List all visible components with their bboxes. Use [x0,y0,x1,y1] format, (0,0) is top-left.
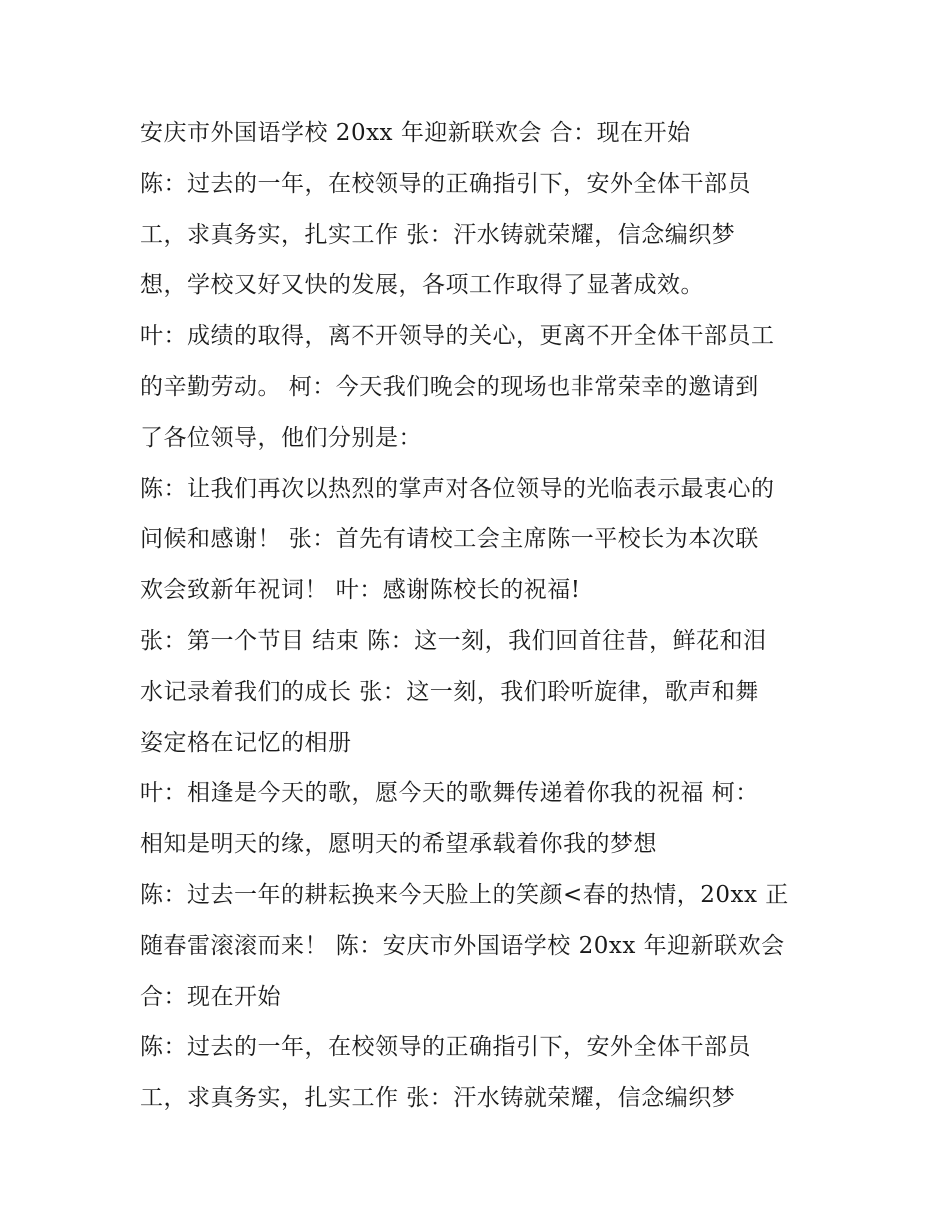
text-line: 工，求真务实，扎实工作 张：汗水铸就荣耀，信念编织梦 [140,221,736,248]
text-line: 水记录着我们的成长 张：这一刻，我们聆听旋律，歌声和舞 [140,678,759,705]
text-line: 合：现在开始 [140,983,281,1010]
text-line: 相知是明天的缘，愿明天的希望承载着你我的梦想 [140,831,657,858]
document-body [140,108,830,1124]
text-line: 问候和感谢！ 张：首先有请校工会主席陈一平校长为本次联 [140,526,759,553]
text-line: 陈：过去一年的耕耘换来今天脸上的笑颜<春的热情，20xx 正 [140,881,789,908]
text-line: 工，求真务实，扎实工作 张：汗水铸就荣耀，信念编织梦 [140,1085,736,1112]
text-line: 安庆市外国语学校 20xx 年迎新联欢会 合：现在开始 [140,120,691,146]
text-line: 的辛勤劳动。 柯：今天我们晚会的现场也非常荣幸的邀请到 [140,373,759,400]
text-line: 随春雷滚滚而来！ 陈：安庆市外国语学校 20xx 年迎新联欢会 [140,932,785,959]
text-line: 陈：过去的一年，在校领导的正确指引下，安外全体干部员 [140,1034,751,1061]
text-line: 陈：让我们再次以热烈的掌声对各位领导的光临表示最衷心的 [140,475,775,502]
text-line: 张：第一个节目 结束 陈：这一刻，我们回首往昔，鲜花和泪 [140,627,767,654]
text-line: 姿定格在记忆的相册 [140,729,352,756]
text-line: 叶：相逢是今天的歌，愿今天的歌舞传递着你我的祝福 柯： [140,780,759,807]
text-line: 了各位领导，他们分别是： [140,424,422,451]
text-line: 叶：成绩的取得，离不开领导的关心，更离不开全体干部员工 [140,323,775,350]
text-line: 想，学校又好又快的发展，各项工作取得了显著成效。 [140,272,704,299]
text-line: 欢会致新年祝词！ 叶：感谢陈校长的祝福! [140,577,581,604]
text-line: 陈：过去的一年，在校领导的正确指引下，安外全体干部员 [140,170,751,197]
